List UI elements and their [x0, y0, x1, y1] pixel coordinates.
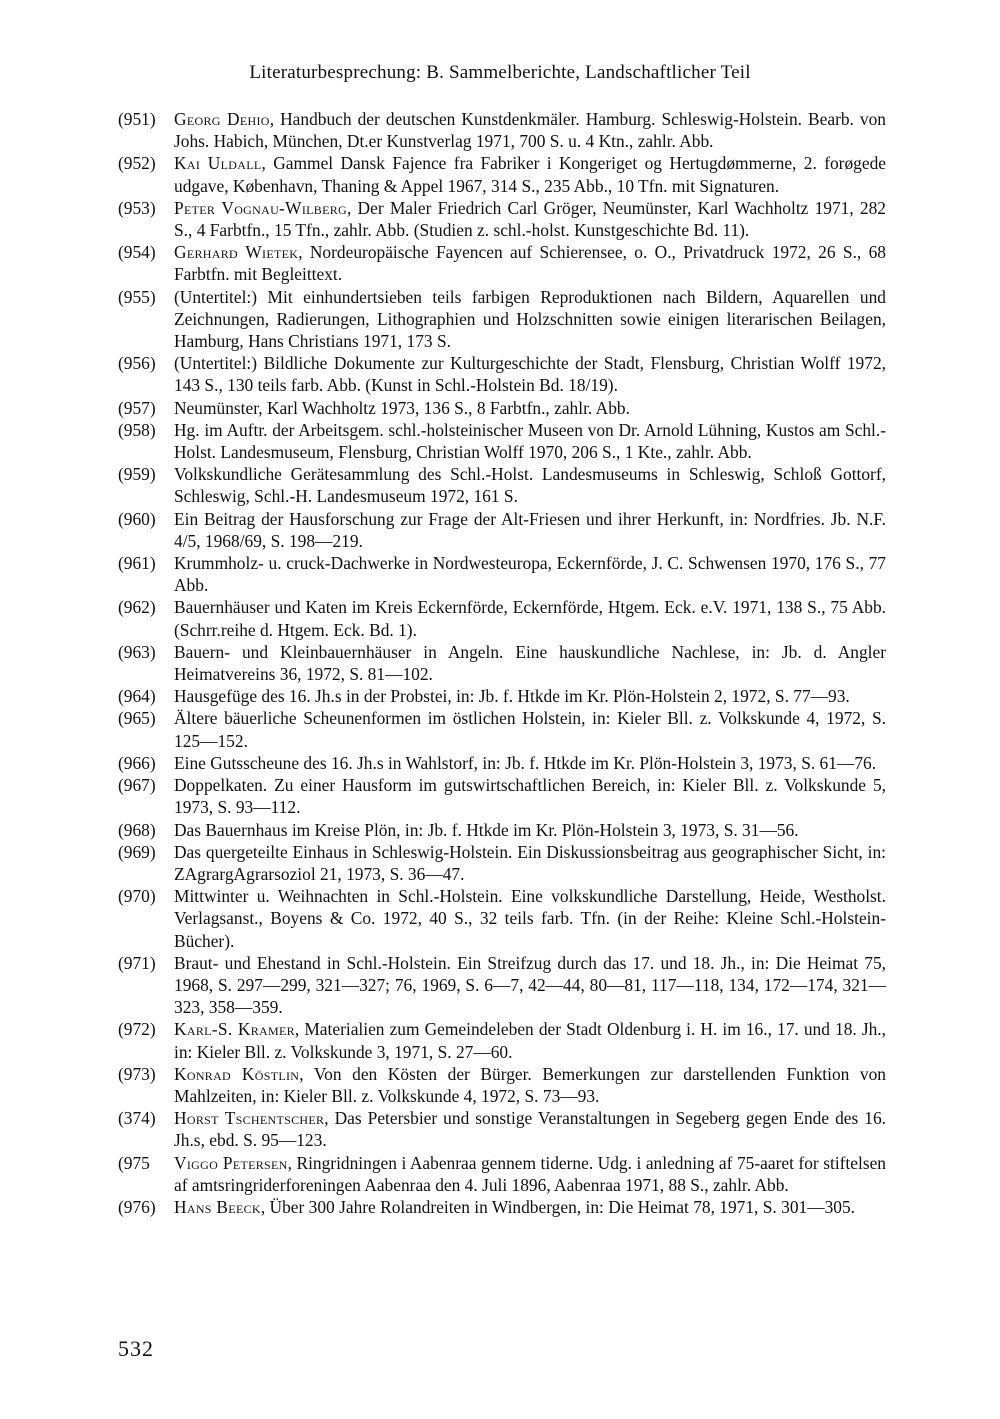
- entry-text: [174, 819, 886, 841]
- bibliography-entry: [118, 841, 886, 885]
- entry-author: Karl-S. Kramer: [174, 1019, 295, 1040]
- bibliography-entry: [118, 752, 886, 774]
- entry-body: Bauern- und Kleinbauernhäuser in Angeln. Eine hauskundliche Nachlese, in: Jb. d. Angler Heimatvereins 36, 1972, S. 81—102.: [174, 641, 886, 685]
- entry-text: [174, 1107, 886, 1151]
- bibliography-entry: [118, 152, 886, 196]
- bibliography-entry: [118, 1018, 886, 1062]
- entry-body: , Das Petersbier und sonstige Veranstaltungen in Segeberg gegen Ende des 16. Jh.s, ebd. S. 95—123.: [174, 1108, 886, 1151]
- entry-number: (964): [118, 686, 156, 707]
- entry-number: (967): [118, 775, 156, 796]
- entry-number: (959): [118, 464, 156, 485]
- entry-body: , Über 300 Jahre Rolandreiten in Windbergen, in: Die Heimat 78, 1971, S. 301—305.: [260, 1196, 856, 1217]
- bibliography-entry: [118, 885, 886, 952]
- entry-text: [174, 197, 886, 241]
- entry-author: Georg Dehio: [174, 109, 270, 129]
- entry-text: [174, 885, 886, 952]
- entry-author: Gerhard Wietek: [174, 242, 299, 263]
- entry-text: [174, 463, 886, 507]
- entry-text: [174, 241, 886, 285]
- entry-text: [174, 1152, 886, 1196]
- entry-number: (976): [118, 1196, 156, 1217]
- entry-author: Horst Tschentscher: [174, 1108, 325, 1129]
- bibliography-entry: [118, 685, 886, 707]
- entry-body: , Gammel Dansk Fajence fra Fabriker i Kongeriget og Hertugdømmerne, 2. forøgede udgave, København, Thaning & Appel 1967, 314 S., 235 Abb., 10 Tfn. mit Signaturen.: [174, 153, 887, 196]
- entry-text: [174, 508, 886, 552]
- entry-author: Kai Uldall: [174, 153, 262, 174]
- entry-body: Neumünster, Karl Wachholtz 1973, 136 S., 8 Farbtfn., zahlr. Abb.: [174, 397, 630, 418]
- entry-number: (961): [118, 553, 156, 574]
- entry-number: (955): [118, 286, 156, 307]
- entry-number: (956): [118, 353, 156, 374]
- entry-text: [174, 286, 886, 353]
- entry-author: Hans Beeck: [174, 1196, 261, 1217]
- entry-number: (952): [118, 153, 156, 174]
- entry-text: [174, 397, 886, 419]
- entry-body: Hausgefüge des 16. Jh.s in der Probstei, in: Jb. f. Htkde im Kr. Plön-Holstein 2, 1972, S. 77—93.: [174, 686, 850, 707]
- entry-body: Das quergeteilte Einhaus in Schleswig-Holstein. Ein Diskussionsbeitrag aus geographischer Sicht, in: ZAgrargAgrarsoziol 21, 1973, S. 36—47.: [174, 841, 886, 884]
- bibliography-entry: [118, 397, 886, 419]
- entry-number: (957): [118, 397, 156, 418]
- entry-body: , Nordeuropäische Fayencen auf Schierensee, o. O., Privatdruck 1972, 26 S., 68 Farbtfn. mit Begleittext.: [174, 242, 886, 285]
- entry-text: [174, 1196, 886, 1218]
- bibliography-list: [118, 108, 886, 1218]
- page-number: 532: [118, 1336, 154, 1361]
- entry-number: (954): [118, 242, 156, 263]
- entry-text: [174, 774, 886, 818]
- entry-text: [174, 641, 886, 685]
- bibliography-entry: [118, 286, 886, 353]
- bibliography-entry: [118, 774, 886, 818]
- entry-body: Ältere bäuerliche Scheunenformen im östlichen Holstein, in: Kieler Bll. z. Volkskunde 4, 1972, S. 125—152.: [174, 708, 886, 751]
- entry-number: (374): [118, 1108, 156, 1129]
- entry-text: [174, 108, 886, 152]
- entry-text: [174, 707, 886, 751]
- bibliography-entry: [118, 707, 886, 751]
- bibliography-entry: [118, 819, 886, 841]
- entry-body: Bauernhäuser und Katen im Kreis Eckernförde, Eckernförde, Htgem. Eck. e.V. 1971, 138 S., 75 Abb. (Schrr.reihe d. Htgem. Eck. Bd. 1).: [174, 597, 886, 640]
- entry-body: Doppelkaten. Zu einer Hausform im gutswirtschaftlichen Bereich, in: Kieler Bll. z. Volkskunde 5, 1973, S. 93—112.: [174, 775, 886, 818]
- bibliography-entry: [118, 952, 886, 1019]
- entry-number: (965): [118, 708, 156, 729]
- entry-body: Das Bauernhaus im Kreise Plön, in: Jb. f. Htkde im Kr. Plön-Holstein 3, 1973, S. 31—56.: [174, 819, 799, 840]
- entry-text: [174, 841, 886, 885]
- bibliography-entry: [118, 1107, 886, 1151]
- running-head: Literaturbesprechung: B. Sammelberichte, Landschaftlicher Teil: [249, 62, 751, 83]
- entry-text: [174, 596, 886, 640]
- entry-author: Peter Vognau-Wilberg: [174, 197, 347, 218]
- entry-number: (966): [118, 752, 156, 773]
- entry-text: [174, 352, 886, 396]
- entry-text: [174, 685, 886, 707]
- bibliography-entry: [118, 419, 886, 463]
- entry-number: (975: [118, 1152, 150, 1173]
- entry-text: [174, 1018, 886, 1062]
- entry-text: [174, 1063, 886, 1107]
- entry-body: , Der Maler Friedrich Carl Gröger, Neumünster, Karl Wachholtz 1971, 282 S., 4 Farbtfn., 15 Tfn., zahlr. Abb. (Studien z. schl.-holst. Kunstgeschichte Bd. 11).: [174, 197, 887, 241]
- entry-text: [174, 952, 886, 1019]
- entry-author: Viggo Petersen: [174, 1152, 288, 1173]
- entry-body: (Untertitel:) Bildliche Dokumente zur Kulturgeschichte der Stadt, Flensburg, Christian Wolff 1972, 143 S., 130 teils farb. Abb. (Kunst in Schl.-Holstein Bd. 18/19).: [174, 353, 886, 396]
- entry-number: (960): [118, 508, 156, 529]
- bibliography-entry: [118, 197, 886, 241]
- bibliography-entry: [118, 596, 886, 640]
- bibliography-entry: [118, 1196, 886, 1218]
- entry-number: (958): [118, 419, 156, 440]
- bibliography-entry: [118, 641, 886, 685]
- entry-number: (962): [118, 597, 156, 618]
- bibliography-entry: [118, 1152, 886, 1196]
- entry-body: Volkskundliche Gerätesammlung des Schl.-Holst. Landesmuseums in Schleswig, Schloß Gottorf, Schleswig, Schl.-H. Landesmuseum 1972, 161 S.: [174, 464, 886, 507]
- entry-number: (971): [118, 952, 156, 973]
- entry-body: Braut- und Ehestand in Schl.-Holstein. Ein Streifzug durch das 17. und 18. Jh., in: Die Heimat 75, 1968, S. 297—299, 321—327; 76, 1969, S. 6—7, 42—44, 80—81, 117—118, 134, 172—174, 321—323, 358—359.: [174, 952, 886, 1018]
- entry-body: Hg. im Auftr. der Arbeitsgem. schl.-holsteinischer Museen von Dr. Arnold Lühning, Kustos am Schl.-Holst. Landesmuseum, Flensburg, Christian Wolff 1970, 206 S., 1 Kte., zahlr. Abb.: [174, 419, 886, 463]
- bibliography-entry: [118, 108, 886, 152]
- entry-number: (968): [118, 819, 156, 840]
- entry-text: [174, 752, 886, 774]
- bibliography-entry: [118, 463, 886, 507]
- entry-body: Ein Beitrag der Hausforschung zur Frage der Alt-Friesen und ihrer Herkunft, in: Nordfries. Jb. N.F. 4/5, 1968/69, S. 198—219.: [174, 508, 886, 551]
- entry-body: (Untertitel:) Mit einhundertsieben teils farbigen Reproduktionen nach Bildern, Aquarellen und Zeichnungen, Radierungen, Lithographien und Holzschnitten sowie einigen literarischen Beilagen, Hamburg, Hans Christians 1971, 173 S.: [174, 286, 886, 352]
- bibliography-entry: [118, 241, 886, 285]
- entry-text: [174, 152, 886, 196]
- entry-body: Mittwinter u. Weihnachten in Schl.-Holstein. Eine volkskundliche Darstellung, Heide, Westholst. Verlagsanst., Boyens & Co. 1972, 40 S., 32 teils farb. Tfn. (in der Reihe: Kleine Schl.-Holstein-Bücher).: [174, 886, 886, 951]
- entry-body: Eine Gutsscheune des 16. Jh.s in Wahlstorf, in: Jb. f. Htkde im Kr. Plön-Holstein 3, 1973, S. 61—76.: [174, 752, 877, 773]
- entry-body: , Ringridningen i Aabenraa gennem tiderne. Udg. i anledning af 75-aaret for stiftelsen af amtsringriderforeningen Aabenraa den 4. Juli 1896, Aabenraa 1971, 88 S., zahlr. Abb.: [174, 1152, 887, 1195]
- entry-number: (951): [118, 109, 156, 129]
- entry-text: [174, 419, 886, 463]
- entry-number: (963): [118, 641, 156, 662]
- entry-number: (953): [118, 197, 156, 218]
- entry-number: (969): [118, 841, 156, 862]
- bibliography-entry: [118, 552, 886, 596]
- entry-number: (973): [118, 1063, 156, 1084]
- entry-author: Konrad Köstlin: [174, 1063, 300, 1084]
- entry-number: (970): [118, 886, 156, 907]
- entry-body: , Handbuch der deutschen Kunstdenkmäler. Hamburg. Schleswig-Holstein. Bearb. von Johs. Habich, München, Dt.er Kunstverlag 1971, 700 S. u. 4 Ktn., zahlr. Abb.: [174, 109, 887, 152]
- entry-body: , Von den Kösten der Bürger. Bemerkungen zur darstellenden Funktion von Mahlzeiten, in: Kieler Bll. z. Volkskunde 4, 1972, S. 73—93.: [174, 1063, 887, 1106]
- bibliography-entry: [118, 1063, 886, 1107]
- bibliography-entry: [118, 508, 886, 552]
- bibliography-entry: [118, 352, 886, 396]
- entry-body: Krummholz- u. cruck-Dachwerke in Nordwesteuropa, Eckernförde, J. C. Schwensen 1970, 176 S., 77 Abb.: [174, 553, 886, 596]
- entry-number: (972): [118, 1019, 156, 1040]
- entry-body: , Materialien zum Gemeindeleben der Stadt Oldenburg i. H. im 16., 17. und 18. Jh., in: Kieler Bll. z. Volkskunde 3, 1971, S. 27—60.: [174, 1019, 887, 1062]
- entry-text: [174, 552, 886, 596]
